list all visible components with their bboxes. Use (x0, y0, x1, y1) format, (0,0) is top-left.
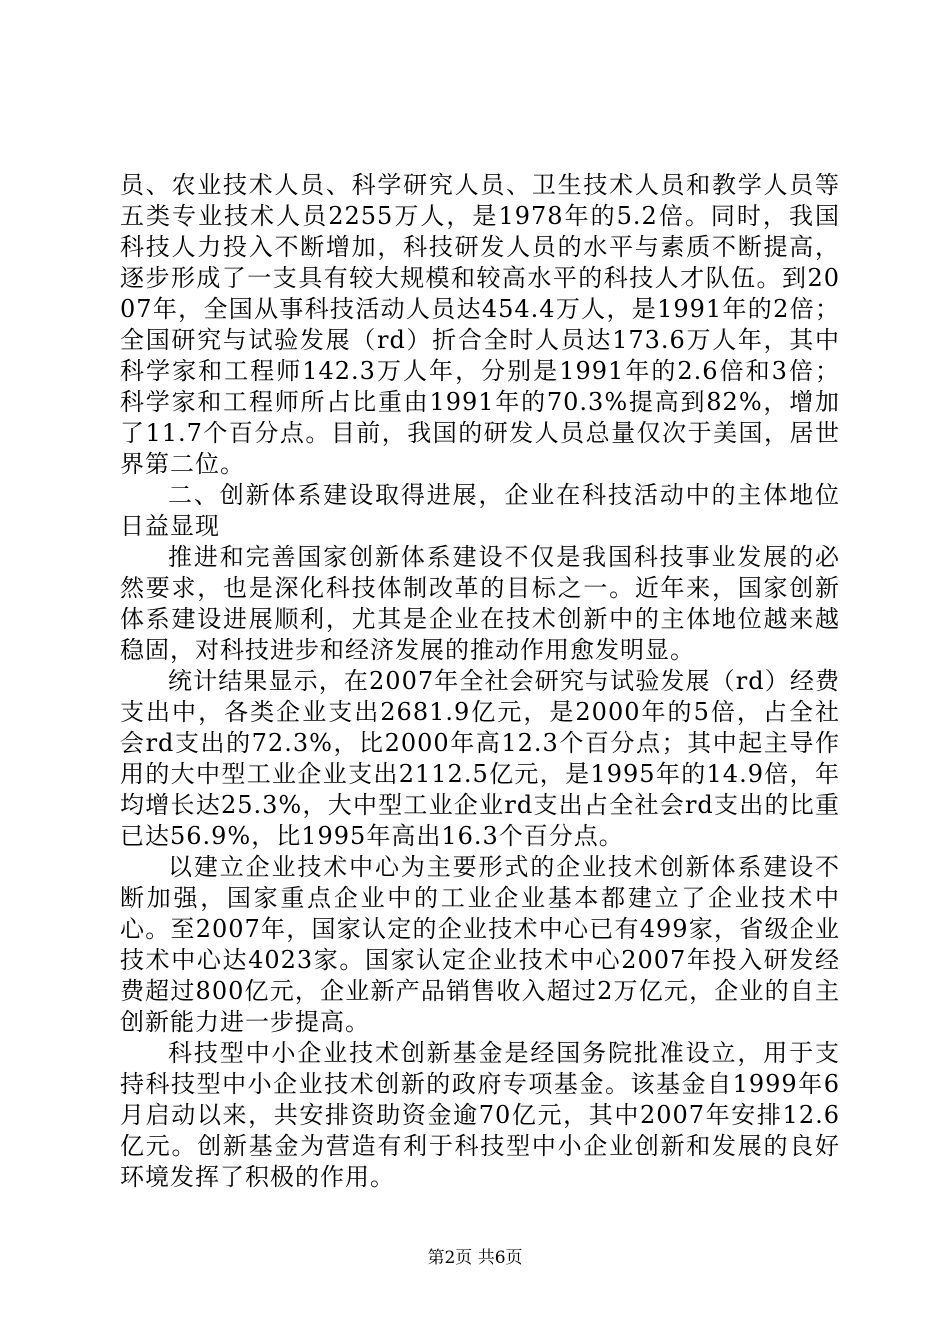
document-body (120, 170, 840, 1193)
paragraph-1: 员、农业技术人员、科学研究人员、卫生技术人员和教学人员等五类专业技术人员2255万人，是1978年的5.2倍。同时，我国科技人力投入不断增加，科技研发人员的水平与素质不断提高，逐步形成了一支具有较大规模和较高水平的科技人才队伍。到2007年，全国从事科技活动人员达454.4万人，是1991年的2倍；全国研究与试验发展（rd）折合全时人员达173.6万人年，其中科学家和工程师142.3万人年，分别是1991年的2.6倍和3倍；科学家和工程师所占比重由1991年的70.3%提高到82%，增加了11.7个百分点。目前，我国的研发人员总量仅次于美国，居世界第二位。 (120, 171, 840, 478)
section-heading: 二、创新体系建设取得进展，企业在科技活动中的主体地位日益显现 (120, 481, 840, 540)
paragraph-5: 以建立企业技术中心为主要形式的企业技术创新体系建设不断加强，国家重点企业中的工业企业基本都建立了企业技术中心。至2007年，国家认定的企业技术中心已有499家，省级企业技术中心达4023家。国家认定企业技术中心2007年投入研发经费超过800亿元，企业新产品销售收入超过2万亿元，企业的自主创新能力进一步提高。 (120, 853, 840, 1036)
page-number-footer: 第2页 共6页 (427, 1248, 523, 1268)
paragraph-4: 统计结果显示，在2007年全社会研究与试验发展（rd）经费支出中，各类企业支出2681.9亿元，是2000年的5倍，占全社会rd支出的72.3%，比2000年高12.3个百分点；其中起主导作用的大中型工业企业支出2112.5亿元，是1995年的14.9倍，年均增长达25.3%，大中型工业企业rd支出占全社会rd支出的比重已达56.9%，比1995年高出16.3个百分点。 (120, 667, 840, 850)
paragraph-3: 推进和完善国家创新体系建设不仅是我国科技事业发展的必然要求，也是深化科技体制改革的目标之一。近年来，国家创新体系建设进展顺利，尤其是企业在技术创新中的主体地位越来越稳固，对科技进步和经济发展的推动作用愈发明显。 (120, 543, 840, 664)
paragraph-6: 科技型中小企业技术创新基金是经国务院批准设立，用于支持科技型中小企业技术创新的政府专项基金。该基金自1999年6月启动以来，共安排资助资金逾70亿元，其中2007年安排12.6亿元。创新基金为营造有利于科技型中小企业创新和发展的良好环境发挥了积极的作用。 (120, 1039, 840, 1191)
